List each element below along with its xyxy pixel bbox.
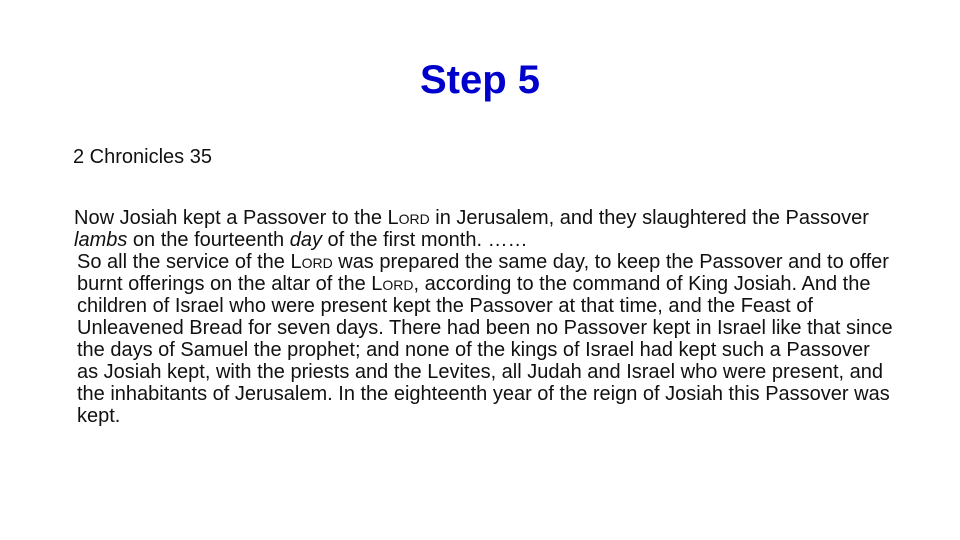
scripture-text bbox=[74, 207, 894, 427]
text-segment: on the fourteenth bbox=[127, 229, 290, 251]
italic-word: lambs bbox=[74, 229, 128, 251]
text-segment: was prepared the same day, to keep the Passover and to offer burnt offerings on the altar of the bbox=[77, 251, 889, 295]
text-segment: Now Josiah kept a Passover to the bbox=[74, 207, 388, 229]
text-segment: in Jerusalem, and they slaughtered the Passover bbox=[429, 207, 869, 229]
lord-small-caps: Lord bbox=[290, 251, 333, 273]
lord-small-caps: Lord bbox=[387, 207, 430, 229]
scripture-paragraph-1 bbox=[74, 207, 894, 251]
italic-word: day bbox=[289, 229, 322, 251]
lord-small-caps: Lord bbox=[371, 273, 414, 295]
scripture-paragraph-2 bbox=[74, 251, 894, 427]
scripture-reference: 2 Chronicles 35 bbox=[73, 146, 212, 168]
slide-title: Step 5 bbox=[419, 58, 541, 102]
text-segment: , according to the command of King Josiah. And the children of Israel who were present kept the Passover at that time, and the Feast of Unleavened Bread for seven days. There had been no Passover kept in Israel like that since the days of Samuel the prophet; and none of the kings of Israel had kept such a Passover as Josiah kept, with the priests and the Levites, all Judah and Israel who were present, and the inhabitants of Jerusalem. In the eighteenth year of the reign of Josiah this Passover was kept. bbox=[77, 273, 893, 427]
text-segment: So all the service of the bbox=[77, 251, 291, 273]
text-segment: of the first month. …… bbox=[321, 229, 528, 251]
